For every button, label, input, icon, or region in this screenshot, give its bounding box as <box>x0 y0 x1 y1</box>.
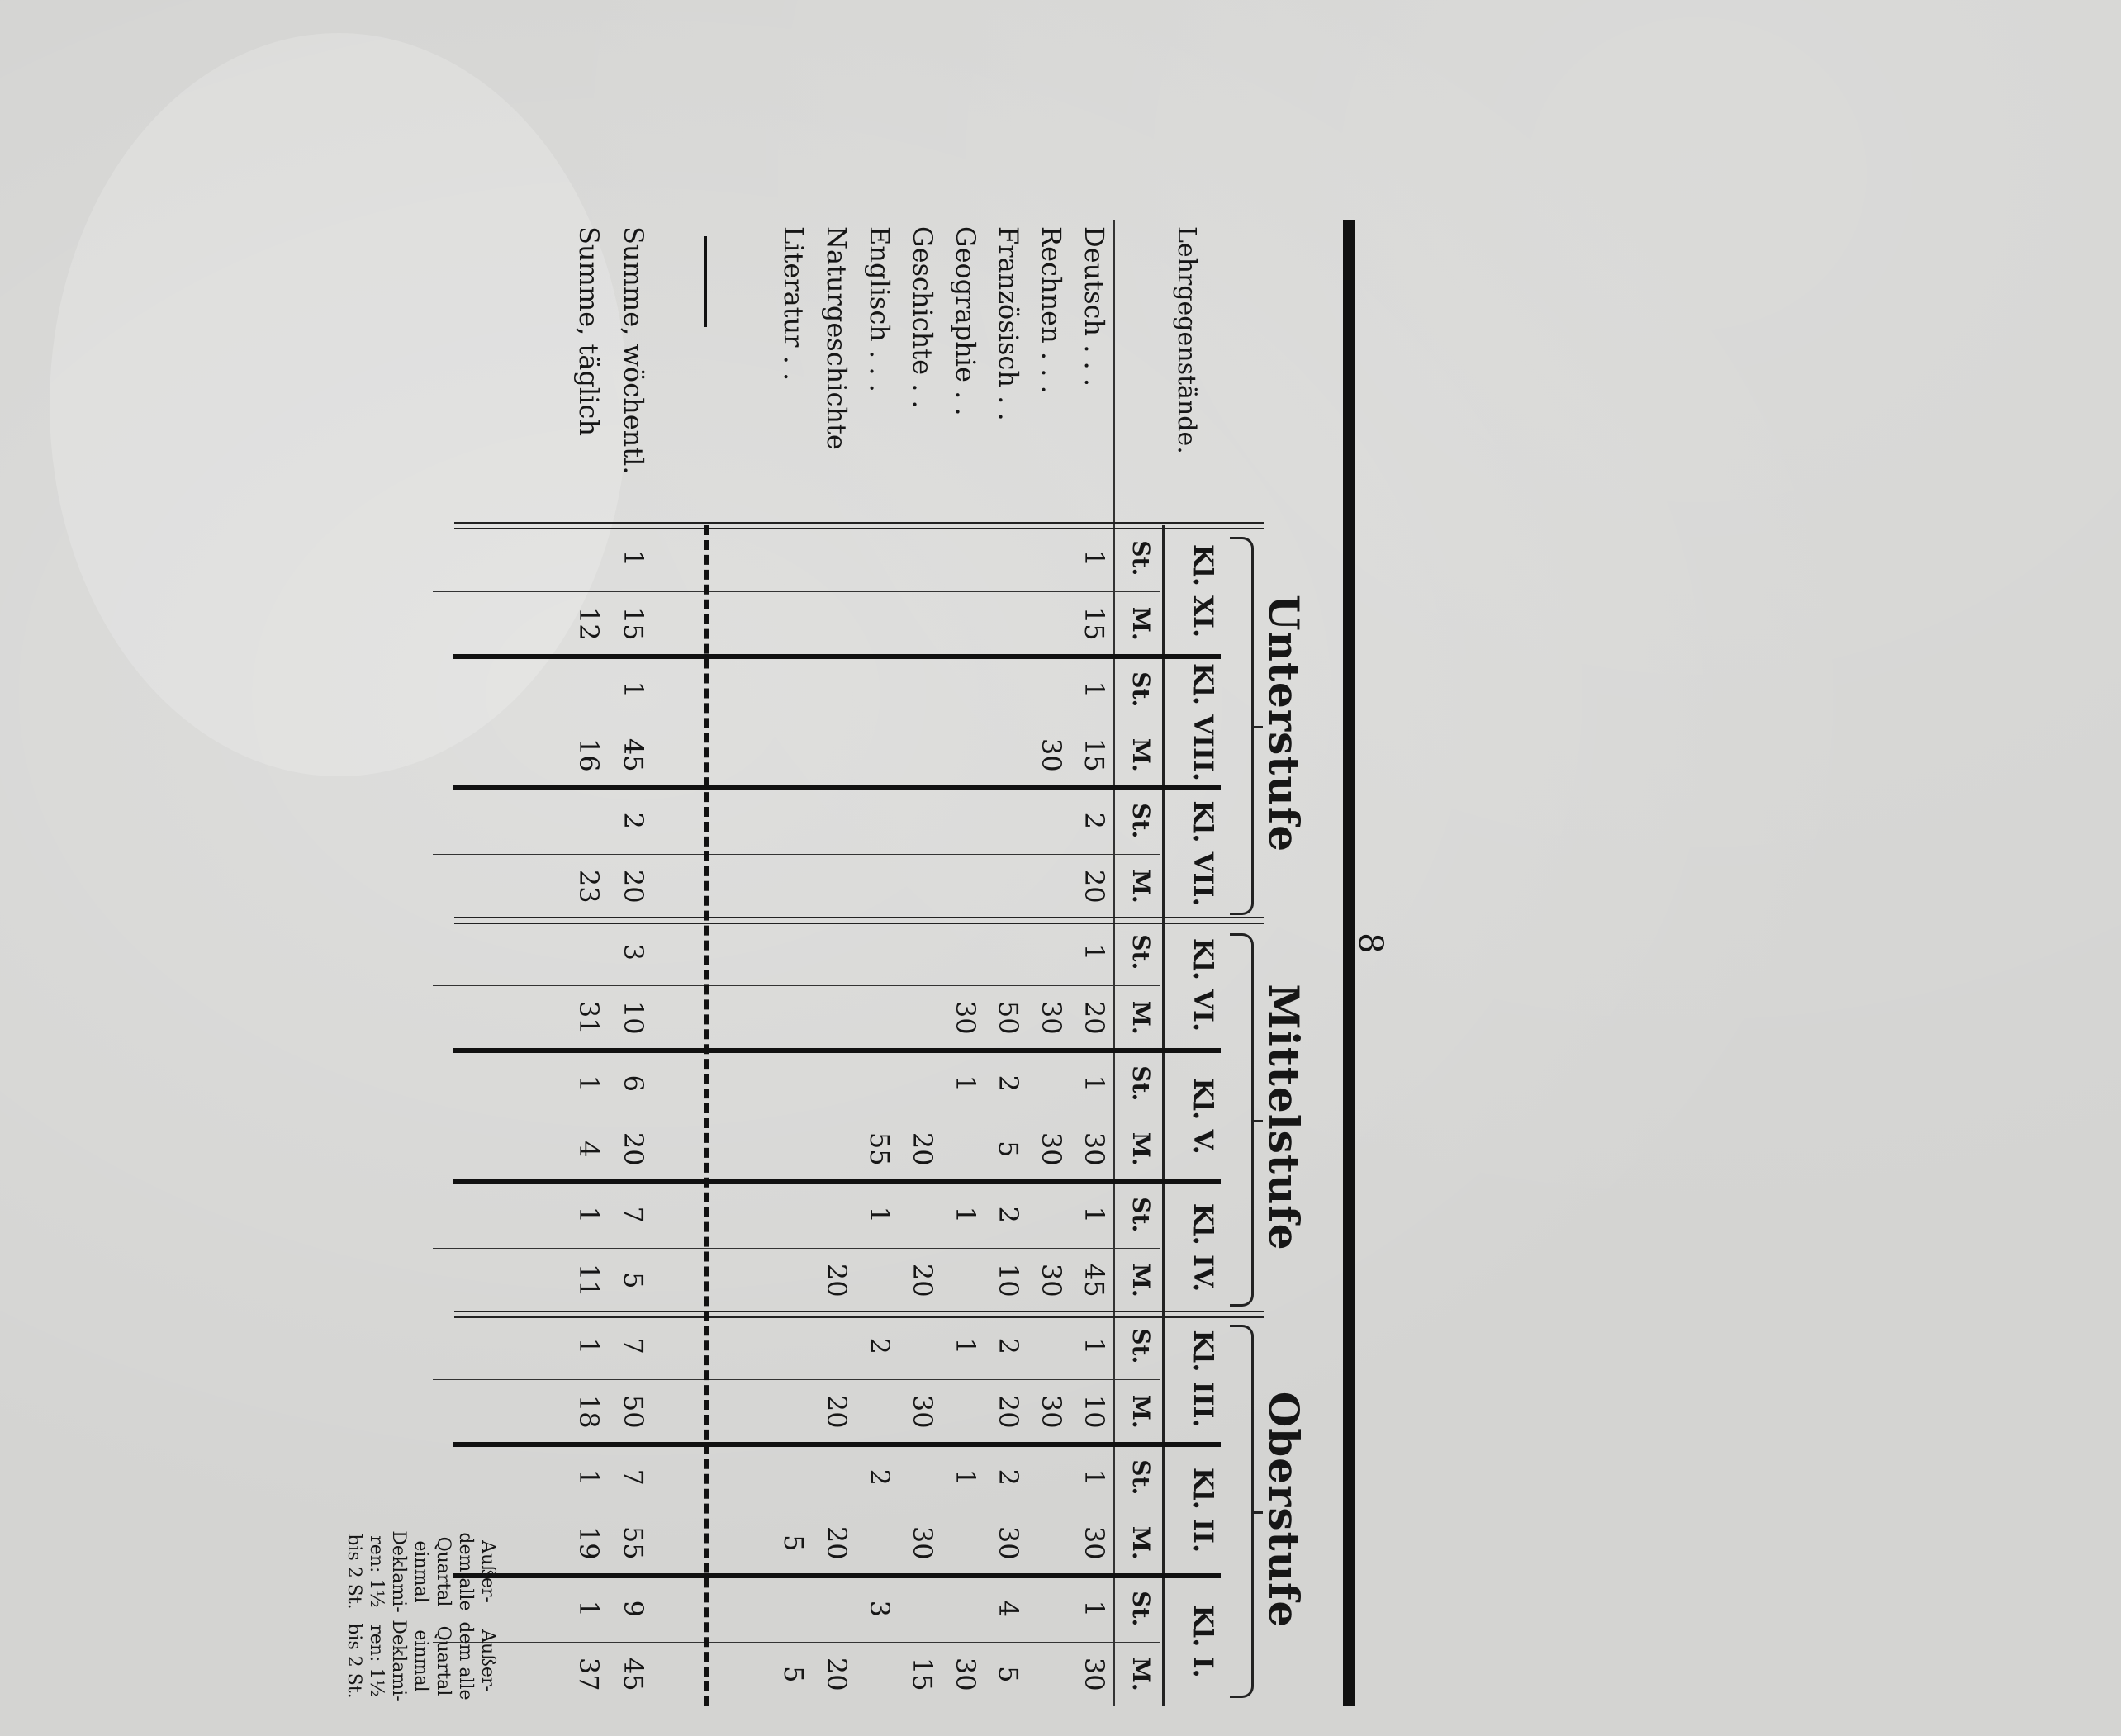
minutes-cell <box>942 600 981 647</box>
minutes-cell: 10 <box>993 1263 1024 1297</box>
minutes-cell <box>856 1257 895 1303</box>
subject-label: Rechnen . . . <box>1036 226 1067 394</box>
minutes-cell: 45 <box>1079 1263 1110 1297</box>
unit-header-hours: St. <box>1127 1459 1155 1496</box>
hours-cell: 9 <box>618 1600 649 1617</box>
unit-header-hours: St. <box>1127 671 1155 708</box>
class-header: Kl. V. <box>1188 1078 1219 1155</box>
hours-cell <box>1027 666 1067 713</box>
hours-cell: 6 <box>618 1074 649 1092</box>
hours-cell <box>565 798 605 844</box>
class-header: Kl. VI. <box>1188 937 1219 1032</box>
class-divider-line <box>453 1179 1221 1184</box>
hours-cell: 1 <box>1079 1337 1110 1354</box>
hours-cell <box>1027 1323 1067 1369</box>
unit-divider-line <box>433 1379 1160 1380</box>
subject-label: Deutsch . . . <box>1079 226 1110 387</box>
minutes-cell: 30 <box>1036 738 1067 772</box>
minutes-cell <box>770 994 809 1041</box>
hours-cell <box>1027 1060 1067 1107</box>
hours-cell <box>985 666 1024 713</box>
hours-cell <box>565 535 605 581</box>
minutes-cell <box>770 863 809 909</box>
hours-cell <box>899 1192 938 1238</box>
minutes-cell: 10 <box>618 1000 649 1035</box>
hours-cell: 1 <box>618 681 649 698</box>
subject-label: Summe, wöchentl. <box>618 226 649 475</box>
unit-divider-line <box>433 985 1160 986</box>
hours-cell: 1 <box>573 1206 605 1223</box>
stage-brace-unterstufe <box>1230 537 1254 915</box>
hours-cell <box>770 1454 809 1501</box>
minutes-cell: 20 <box>821 1263 852 1297</box>
hours-cell <box>813 1060 852 1107</box>
hours-cell <box>813 535 852 581</box>
hours-cell <box>813 1586 852 1632</box>
hours-cell <box>770 1323 809 1369</box>
class-divider-line <box>453 1048 1221 1053</box>
hours-cell: 4 <box>993 1600 1024 1617</box>
minutes-cell <box>942 1388 981 1435</box>
unit-header-hours: St. <box>1127 1197 1155 1233</box>
hours-cell: 2 <box>993 1074 1024 1092</box>
hours-cell: 2 <box>993 1468 1024 1486</box>
hours-cell <box>942 1586 981 1632</box>
stage-divider-line <box>454 1311 1264 1318</box>
minutes-cell: 30 <box>1036 1131 1067 1166</box>
minutes-cell <box>942 1126 981 1172</box>
minutes-cell: 30 <box>907 1394 938 1429</box>
hours-cell <box>856 929 895 975</box>
minutes-cell: 20 <box>1079 869 1110 904</box>
subject-label: Geschichte . . <box>907 226 938 409</box>
unit-header-minutes: M. <box>1127 606 1155 641</box>
minutes-cell: 5 <box>778 1666 809 1683</box>
minutes-cell: 23 <box>573 869 605 904</box>
class-header: Kl. VII. <box>1188 800 1219 907</box>
subject-label: Literatur . . <box>778 226 809 382</box>
hours-cell: 1 <box>950 1074 981 1092</box>
minutes-cell <box>856 863 895 909</box>
minutes-cell <box>856 1388 895 1435</box>
minutes-cell: 12 <box>573 606 605 641</box>
hours-cell <box>1027 798 1067 844</box>
subject-label: Französisch . . <box>993 226 1024 421</box>
minutes-cell: 5 <box>993 1141 1024 1158</box>
hours-cell <box>942 535 981 581</box>
minutes-cell <box>899 863 938 909</box>
hours-cell <box>770 535 809 581</box>
minutes-cell: 30 <box>950 1000 981 1035</box>
hours-cell: 7 <box>618 1206 649 1223</box>
hours-cell <box>565 929 605 975</box>
class-divider-line <box>453 1442 1221 1447</box>
minutes-cell: 5 <box>618 1272 649 1289</box>
hours-cell: 1 <box>573 1074 605 1092</box>
minutes-cell: 30 <box>1079 1525 1110 1560</box>
stage-header-mittelstufe: Mittelstufe <box>1260 984 1308 1251</box>
minutes-cell <box>770 1257 809 1303</box>
unit-header-minutes: M. <box>1127 1131 1155 1166</box>
hours-cell <box>813 1454 852 1501</box>
hours-cell <box>770 1060 809 1107</box>
hours-cell: 1 <box>573 1337 605 1354</box>
hours-cell <box>1027 929 1067 975</box>
subject-label: Englisch . . . <box>864 226 895 392</box>
minutes-cell: 20 <box>821 1525 852 1560</box>
hours-cell <box>899 1060 938 1107</box>
hours-cell: 1 <box>618 549 649 567</box>
hours-cell <box>899 666 938 713</box>
hours-cell <box>813 798 852 844</box>
unit-header-hours: St. <box>1127 934 1155 970</box>
hours-cell <box>899 1586 938 1632</box>
stage-header-unterstufe: Unterstufe <box>1260 594 1308 853</box>
minutes-cell <box>813 1126 852 1172</box>
minutes-cell <box>942 1257 981 1303</box>
minutes-cell: 20 <box>618 869 649 904</box>
hours-cell <box>813 666 852 713</box>
hours-cell <box>942 666 981 713</box>
minutes-cell <box>1027 600 1067 647</box>
minutes-cell <box>813 994 852 1041</box>
hours-cell <box>856 666 895 713</box>
minutes-cell: 30 <box>1079 1131 1110 1166</box>
hours-cell <box>942 798 981 844</box>
hours-cell: 1 <box>950 1468 981 1486</box>
hours-cell: 2 <box>864 1468 895 1486</box>
minutes-cell: 50 <box>993 1000 1024 1035</box>
minutes-cell: 20 <box>907 1263 938 1297</box>
minutes-cell: 55 <box>864 1131 895 1166</box>
minutes-cell <box>942 863 981 909</box>
minutes-cell: 5 <box>993 1666 1024 1683</box>
class-header: Kl. XI. <box>1188 543 1219 638</box>
minutes-cell: 45 <box>618 1657 649 1691</box>
minutes-cell: 15 <box>618 606 649 641</box>
minutes-cell: 11 <box>573 1263 605 1297</box>
curriculum-table <box>339 220 1396 1706</box>
minutes-cell <box>1027 863 1067 909</box>
hours-cell: 2 <box>1079 812 1110 829</box>
hours-cell: 1 <box>1079 1468 1110 1486</box>
minutes-cell <box>770 1126 809 1172</box>
hours-cell <box>899 798 938 844</box>
hours-cell: 2 <box>864 1337 895 1354</box>
top-rule <box>1343 220 1355 1706</box>
hours-cell: 2 <box>618 812 649 829</box>
minutes-cell: 15 <box>907 1657 938 1691</box>
minutes-cell <box>770 1388 809 1435</box>
hours-cell <box>899 1323 938 1369</box>
hours-cell <box>856 535 895 581</box>
hours-cell: 7 <box>618 1468 649 1486</box>
subject-header-rule <box>1113 220 1115 525</box>
hours-cell: 1 <box>950 1206 981 1223</box>
hours-cell <box>856 798 895 844</box>
hours-cell <box>770 1192 809 1238</box>
minutes-cell: 55 <box>618 1525 649 1560</box>
minutes-cell: 30 <box>1036 1263 1067 1297</box>
unit-divider-line <box>433 1642 1160 1643</box>
minutes-cell: 15 <box>1079 738 1110 772</box>
minutes-cell: 16 <box>573 738 605 772</box>
hours-cell <box>899 929 938 975</box>
hours-cell: 1 <box>950 1337 981 1354</box>
minutes-cell <box>1027 1520 1067 1566</box>
unit-header-hours: St. <box>1127 540 1155 576</box>
hours-cell: 1 <box>573 1600 605 1617</box>
minutes-cell: 18 <box>573 1394 605 1429</box>
class-header: Kl. VIII. <box>1188 662 1219 782</box>
minutes-cell <box>985 863 1024 909</box>
unit-divider-line <box>433 591 1160 592</box>
subject-label: Summe, täglich <box>573 226 605 436</box>
sum-separator-label-dash <box>704 236 707 327</box>
class-header: Kl. IV. <box>1188 1202 1219 1293</box>
hours-cell <box>770 666 809 713</box>
hours-cell: 1 <box>1079 1600 1110 1617</box>
hours-cell: 7 <box>618 1337 649 1354</box>
class-divider-line <box>453 1573 1221 1578</box>
minutes-cell: 30 <box>950 1657 981 1691</box>
hours-cell <box>770 798 809 844</box>
hours-cell <box>1027 1192 1067 1238</box>
subject-label: Geographie . . <box>950 226 981 416</box>
hours-cell <box>856 1060 895 1107</box>
stage-divider-line <box>454 917 1264 924</box>
minutes-cell <box>985 600 1024 647</box>
unit-divider-line <box>433 854 1160 855</box>
hours-cell <box>1027 1454 1067 1501</box>
class-header-rule <box>1162 525 1165 1706</box>
minutes-cell <box>942 1520 981 1566</box>
minutes-cell <box>813 600 852 647</box>
hours-cell: 1 <box>1079 549 1110 567</box>
minutes-cell <box>856 994 895 1041</box>
minutes-cell: 20 <box>821 1657 852 1691</box>
minutes-cell: 5 <box>778 1534 809 1552</box>
minutes-cell: 30 <box>907 1525 938 1560</box>
minutes-cell: 4 <box>573 1141 605 1158</box>
minutes-cell <box>985 732 1024 778</box>
minutes-cell: 31 <box>573 1000 605 1035</box>
class-header: Kl. I. <box>1188 1605 1219 1678</box>
minutes-cell: 37 <box>573 1657 605 1691</box>
minutes-cell <box>899 600 938 647</box>
class-header: Kl. II. <box>1188 1467 1219 1553</box>
unit-header-hours: St. <box>1127 1591 1155 1627</box>
unit-header-minutes: M. <box>1127 869 1155 904</box>
minutes-cell <box>770 600 809 647</box>
hours-cell <box>899 535 938 581</box>
class-header: Kl. III. <box>1188 1330 1219 1428</box>
stage-brace-mittelstufe <box>1230 933 1254 1307</box>
minutes-cell <box>856 1651 895 1697</box>
minutes-cell: 45 <box>618 738 649 772</box>
minutes-cell: 30 <box>993 1525 1024 1560</box>
unit-header-minutes: M. <box>1127 738 1155 772</box>
hours-cell: 1 <box>1079 943 1110 960</box>
minutes-cell: 30 <box>1079 1657 1110 1691</box>
page-number: 8 <box>1351 932 1389 954</box>
hours-cell: 3 <box>864 1600 895 1617</box>
hours-cell <box>1027 535 1067 581</box>
unit-header-minutes: M. <box>1127 1000 1155 1035</box>
minutes-cell <box>899 732 938 778</box>
unit-header-hours: St. <box>1127 1065 1155 1102</box>
minutes-cell <box>856 1520 895 1566</box>
minutes-cell: 19 <box>573 1525 605 1560</box>
declamation-note-class-i: Außer- dem alle Quartal einmal Deklami- ren: 1½ bis 2 St. <box>344 1620 498 1702</box>
minutes-cell: 50 <box>618 1394 649 1429</box>
minutes-cell: 30 <box>1036 1000 1067 1035</box>
subject-column-header: Lehrgegenstände. <box>1172 226 1201 454</box>
unit-header-hours: St. <box>1127 1328 1155 1364</box>
hours-cell: 2 <box>993 1337 1024 1354</box>
minutes-cell: 20 <box>993 1394 1024 1429</box>
hours-cell <box>813 1323 852 1369</box>
hours-cell: 3 <box>618 943 649 960</box>
hours-cell: 2 <box>993 1206 1024 1223</box>
minutes-cell <box>770 732 809 778</box>
minutes-cell: 20 <box>821 1394 852 1429</box>
minutes-cell: 15 <box>1079 606 1110 641</box>
minutes-cell <box>813 732 852 778</box>
unit-header-minutes: M. <box>1127 1394 1155 1429</box>
hours-cell <box>565 666 605 713</box>
stage-header-oberstufe: Oberstufe <box>1260 1391 1308 1629</box>
minutes-cell <box>813 863 852 909</box>
declamation-note-class-ii: Außer- dem alle Quartal einmal Deklami- ren: 1½ bis 2 St. <box>344 1530 498 1613</box>
hours-cell <box>813 929 852 975</box>
minutes-cell <box>856 732 895 778</box>
stage-divider-line <box>454 522 1264 529</box>
minutes-cell <box>942 732 981 778</box>
unit-header-hours: St. <box>1127 803 1155 839</box>
hours-cell <box>770 1586 809 1632</box>
hours-cell: 1 <box>1079 681 1110 698</box>
sum-separator-dashes <box>704 525 709 1706</box>
hours-cell <box>985 929 1024 975</box>
class-divider-line <box>453 785 1221 790</box>
stage-brace-oberstufe <box>1230 1325 1254 1698</box>
minutes-cell <box>856 600 895 647</box>
class-divider-line <box>453 654 1221 659</box>
minutes-cell: 30 <box>1036 1394 1067 1429</box>
minutes-cell: 10 <box>1079 1394 1110 1429</box>
hours-cell: 1 <box>864 1206 895 1223</box>
hours-cell <box>1027 1586 1067 1632</box>
unit-header-minutes: M. <box>1127 1263 1155 1297</box>
hours-cell: 1 <box>573 1468 605 1486</box>
hours-cell: 1 <box>1079 1206 1110 1223</box>
hours-cell: 1 <box>1079 1074 1110 1092</box>
minutes-cell: 20 <box>618 1131 649 1166</box>
unit-header-minutes: M. <box>1127 1525 1155 1560</box>
subject-label: Naturgeschichte <box>821 226 852 450</box>
hours-cell <box>985 798 1024 844</box>
hours-cell <box>770 929 809 975</box>
minutes-cell <box>899 994 938 1041</box>
hours-cell <box>813 1192 852 1238</box>
unit-header-minutes: M. <box>1127 1657 1155 1691</box>
minutes-cell: 20 <box>1079 1000 1110 1035</box>
unit-divider-line <box>433 1248 1160 1249</box>
hours-cell <box>942 929 981 975</box>
hours-cell <box>899 1454 938 1501</box>
minutes-cell: 20 <box>907 1131 938 1166</box>
hours-cell <box>985 535 1024 581</box>
